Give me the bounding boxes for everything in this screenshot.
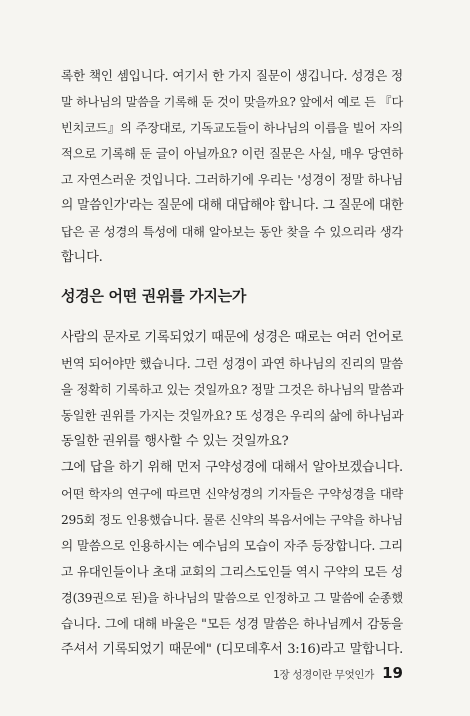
text-line: 빈치코드』의 주장대로, 기독교도들이 하나님의 이름을 빌어 자의 (61, 121, 403, 135)
page-footer (273, 664, 403, 682)
page-number: 19 (382, 664, 403, 682)
text-line: 습니다. 그에 대해 바울은 "모든 성경 말씀은 하나님께서 감동을 (61, 616, 403, 631)
text-line: 번역 되어야만 했습니다. 그런 성경이 과연 하나님의 진리의 말씀 (61, 356, 403, 371)
text-line: 동일한 권위를 행사할 수 있는 것일까요? (61, 434, 289, 449)
text-line: 어떤 학자의 연구에 따르면 신약성경의 기자들은 구약성경을 대략 (61, 487, 403, 501)
text-line: 의 말씀으로 인용하시는 예수님의 모습이 자주 등장합니다. 그리 (61, 538, 403, 553)
text-line: 주셔서 기록되었기 때문에" (디모데후서 3:16)라고 말합니다. (61, 642, 403, 657)
text-line: 을 정확히 기록하고 있는 것일까요? 정말 그것은 하나님의 말씀과 (61, 382, 404, 397)
text-line: 합니다. (61, 250, 103, 265)
text-line: 고 유대인들이나 초대 교회의 그리스도인들 역시 구약의 모든 성 (61, 564, 403, 579)
paragraph-2 (61, 455, 403, 663)
text-line: 록한 책인 셈입니다. 여기서 한 가지 질문이 생깁니다. 성경은 정 (61, 68, 403, 83)
text-line: 고 자연스러운 것입니다. 그러하기에 우리는 '성경이 정말 하나님 (61, 172, 403, 187)
text-line: 적으로 기록해 둔 글이 아닐까요? 이런 질문은 사실, 매우 당연하 (61, 146, 403, 161)
text-line: 그에 답을 하기 위해 먼저 구약성경에 대해서 알아보겠습니다. (61, 460, 403, 475)
paragraph-intro (61, 63, 403, 271)
running-footer-chapter-title: 1장 성경이란 무엇인가 (273, 669, 375, 681)
text-line: 경(39권으로 된)을 하나님의 말씀으로 인정하고 그 말씀에 순종했 (61, 591, 403, 605)
section-heading: 성경은 어떤 권위를 가지는가 (61, 287, 247, 305)
text-line: 동일한 권위를 가지는 것일까요? 또 성경은 우리의 삶에 하나님과 (61, 408, 404, 423)
paragraph-1 (61, 325, 403, 455)
text-line: 사람의 문자로 기록되었기 때문에 성경은 때로는 여러 언어로 (61, 330, 403, 345)
text-line: 295회 정도 인용했습니다. 물론 신약의 복음서에는 구약을 하나님 (61, 513, 403, 527)
text-line: 의 말씀인가'라는 질문에 대해 대답해야 합니다. 그 질문에 대한 (61, 198, 404, 213)
text-line: 답은 곧 성경의 특성에 대해 알아보는 동안 찾을 수 있으리라 생각 (61, 225, 403, 239)
text-line: 말 하나님의 말씀을 기록해 둔 것이 맞을까요? 앞에서 예로 든 『다 (61, 95, 403, 109)
